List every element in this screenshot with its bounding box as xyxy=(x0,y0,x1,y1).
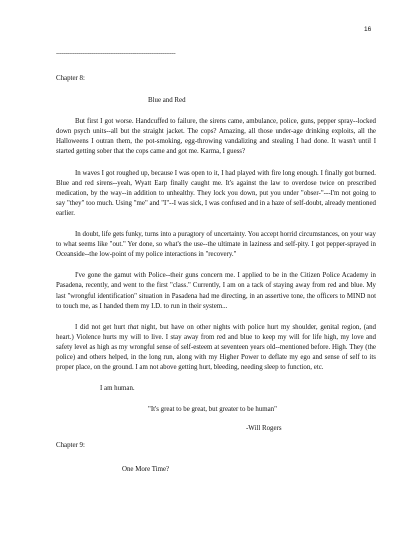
paragraph-2: In waves I got roughed up, because I was open to it, I had played with fire long enough. I finally got burned. Blue and red sirens--yeah, Wyatt Earp finally caught me. It's against the law to overdose twice on prescribed medication, by the way--in addition to unhealthy. They lock you down, put you under "obser-"---I'm not going to say "they" too much. Using "me" and "I"--I was sick, I was confused and in a haze of self-doubt, already mentioned earlier. xyxy=(56,169,376,217)
chapter-9-title: One More Time? xyxy=(122,465,170,473)
paragraph-5-rest: night, but have on other nights with police hurt my shoulder, genital region, (and heart.) Violence hurts my will to live. I stay away from red and blue to keep my will for life high, my love and safety level as high as my wrongful sense of self-esteem at seventeen years old--mentioned before. High. They (the police) and others helped, in the long run, along with my Higher Power to deflate my ego and sense of self to its proper place, on the ground. I am not above getting hurt, bleeding, needing sleep to function, etc. xyxy=(56,323,376,372)
chapter-8-title: Blue and Red xyxy=(148,97,186,105)
i-am-human-line: I am human. xyxy=(100,385,135,393)
page-number: 16 xyxy=(364,26,372,33)
chapter-9-heading: Chapter 9: xyxy=(56,442,85,450)
paragraph-5 xyxy=(56,323,376,373)
paragraph-4: I've gone the gamut with Police--their guns concern me. I applied to be in the Citizen Police Academy in Pasadena, recently, and went to the first "class." Currently, I am on a tack of staying away from red and blue. My last "wrongful identification" situation in Pasadena had me directing, in an assertive tone, the officers to MIND not to touch me, as I handed them my I.D. to run in their system... xyxy=(56,272,376,310)
quote-attribution: -Will Rogers xyxy=(246,425,282,433)
paragraph-5-italic: that xyxy=(127,323,139,331)
paragraph-1: But first I got worse. Handcuffed to failure, the sirens came, ambulance, police, guns, pepper spray--locked down psych units--all but the straight jacket. The cops? Amazing, all those under-age drinking exploits, all the Halloweens I outran them, the pot-smoking, egg-throwing vandalizing and stealing I had done. It wasn't until I started getting sober that the cops came and got me. Karma, I guess? xyxy=(56,118,376,156)
page-body xyxy=(56,72,376,475)
quote-text: "It's great to be great, but greater to be human" xyxy=(148,406,277,414)
paragraph-5-start: I did not get hurt xyxy=(75,323,128,331)
separator-rule: ---------------------------------------------------------------- xyxy=(56,50,176,57)
chapter-8-heading: Chapter 8: xyxy=(56,75,85,82)
paragraph-3: In doubt, life gets funky, turns into a puragtory of uncertainty. You accept horrid circumstances, on your way to what seems like "out." Yer done, so what's the use--the ultimate in laziness and self-pity. I got pepper-sprayed in Oceanside--the low-point of my police interactions in "recovery." xyxy=(56,231,376,259)
